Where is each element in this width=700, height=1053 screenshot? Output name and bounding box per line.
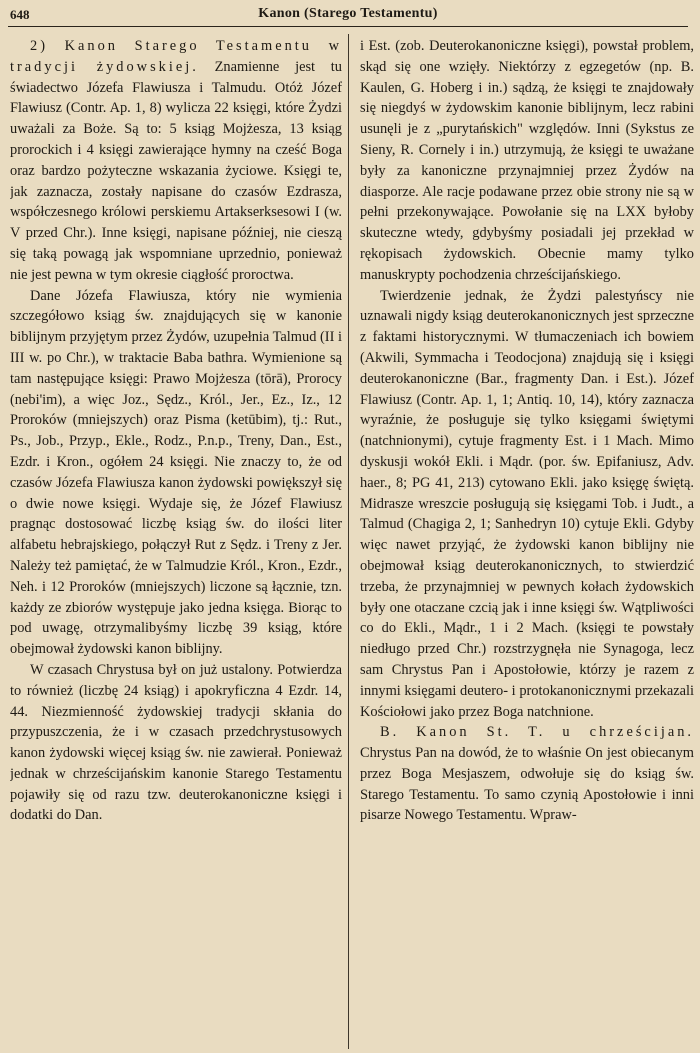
page-header [8,2,688,27]
running-head: Kanon (Starego Testamentu) [258,6,438,21]
paragraph-kanon-tradycja-zydowska [10,36,342,286]
section-heading: B. Kanon St. T. u chrześcijan. [380,724,694,741]
paragraph-talmud: Dane Józefa Flawiusza, który nie wymienia szczegółowo ksiąg św. znajdujących się w kanonie biblijnym przyjętym przez Żydów, uzupełnia Talmud (II i III w. po Chr.), w traktacie Baba bathra. Wymienione są tam następujące księgi: Prawo Mojżesza (tōrā), Prorocy (nebi'im), a więc Joz., Sędz., Król., Jer., Ez., Iz., 12 Proroków (mniejszych) oraz Pisma (ketūbim), tj.: Rut., Ps., Job., Przyp., Ekle., Rodz., P.n.p., Treny, Dan., Est., Ezdr. i Kron., ogółem 24 księgi. Nie znaczy to, że od czasów Józefa Flawiusza kanon żydowski powiększył się o dwie nowe księgi. Wydaje się, że Józef Flawiusz pragnąc dostosować liczbę ksiąg św. do ilości liter alfabetu hebrajskiego, połączył Rut z Sędz. i Treny z Jer. Należy też pamiętać, że w Talmudzie Król., Kron., Ezdr., Neh. i 12 Proroków (mniejszych) liczone są łącznie, tzn. każdy ze zbiorów występuje jako jedna księga. Biorąc to pod uwagę, otrzymalibyśmy liczbę 39 ksiąg, które obejmował żydowski kanon biblijny. [10,287,342,658]
paragraph-twierdzenie: Twierdzenie jednak, że Żydzi palestyńscy nie uznawali nigdy ksiąg deuterokanonicznych jest sprzeczne z faktami historycznymi. W tłumaczeniach ich bowiem (Akwili, Symmacha i Teodocjona) znajdują się i księgi deuterokanoniczne (Bar., fragmenty Dan. i Est.). Józef Flawiusz (Contr. Ap. 1, 1; Antiq. 10, 14), który zaznacza wyraźnie, że posługuje się tylko księgami świętymi (natchnionymi), cytuje fragmenty Est. i 1 Mach. Mimo dyskusji wokół Ekli. i Mądr. (por. św. Epifaniusz, Adv. haer., 8; PG 41, 213) cytowano Ekli. jako księgę świętą. Midrasze wreszcie posługują się księgami Tob. i Judt., a Talmud (Chagiga 2, 1; Sanhedryn 10) cytuje Ekli. Gdyby więc nawet przyjąć, że żydowski kanon biblijny nie obejmował ksiąg deuterokanonicznych, to stwierdzić trzeba, że przynajmniej w pewnych kołach żydowskich były one otaczane czcią jak i inne księgi św. Wątpliwości co do Ekli., Mądr., 1 i 2 Mach. (księgi te powstały niedługo przed Chr.) rozstrzygnęła nie Synagoga, lecz sam Chrystus Pan i Apostołowie, którzy je razem z innymi księgami deutero- i protokanonicznymi przekazali Kościołowi jako przez Boga natchnione. [360,287,694,720]
paragraph-kanon-chrzescijanie [360,722,694,826]
paragraph-continuation: i Est. (zob. Deuterokanoniczne księgi), powstał problem, skąd się one wzięły. Niektórzy z egzegetów (np. B. Kaulen, G. Hoberg i in.) sądzą, że księgi te znajdowały się niegdyś w żydowskim kanonie biblijnym, lecz rabini usunęli je z „purytańskich" względów. Inni (Sykstus ze Sieny, R. Cornely i in.) utrzymują, że księgi te uważane były za kanoniczne przynajmniej przez Żydów na diasporze. Ale racje podawane przez obie strony nie są w pełni przekonywające. Powołanie się na LXX byłoby skuteczne wtedy, gdybyśmy posiadali jej przekład w rękopisach żydowskich. Obecnie mamy tylko manuskrypty pochodzenia chrześcijańskiego. [360,38,694,283]
right-column [360,36,694,1051]
page-number: 648 [10,7,30,22]
paragraph-text: Znamienne jest tu świadectwo Józefa Flawiusza i Talmudu. Otóż Józef Flawiusz (Contr. Ap. 1, 8) wylicza 22 księgi, które Żydzi uważali za Boże. Są to: 5 ksiąg Mojżesza, 13 ksiąg prorockich i 4 księgi zawierające hymny na cześć Boga oraz bardzo pożyteczne wskazania życiowe. Księgi te, jak zaznacza, zostały napisane do czasów Ezdrasza, współczesnego królowi perskiemu Artakserksesowi I (w. V przed Chr.). Inne księgi, napisane później, nie cieszą się taką powagą jak wspomniane uprzednio, ponieważ nie jest pewna w tym okresie ciągłość proroctwa. [10,58,342,283]
paragraph-text: Chrystus Pan na dowód, że to właśnie On jest obiecanym przez Boga Mesjaszem, odwołuje się do ksiąg św. Starego Testamentu. To samo czynią Apostołowie i inni pisarze Nowego Testamentu. Wpraw- [360,745,694,824]
section-heading: 2) Kanon Starego Testamentu w tradycji żydowskiej. [10,38,342,75]
left-column [10,36,342,1051]
column-divider [348,34,349,1049]
paragraph-czasy-chrystusa: W czasach Chrystusa był on już ustalony. Potwierdza to również (liczbę 24 ksiąg) i apokryficzna 4 Ezdr. 14, 44. Niezmienność żydowskiej tradycji skłania do przypuszczenia, że i w czasach przedchrystusowych kanon żydowski więcej ksiąg św. nie zawierał. Ponieważ jednak w chrześcijańskim kanonie Starego Testamentu pojawiły się od razu tzw. deuterokanoniczne księgi i dodatki do Dan. [10,661,342,824]
